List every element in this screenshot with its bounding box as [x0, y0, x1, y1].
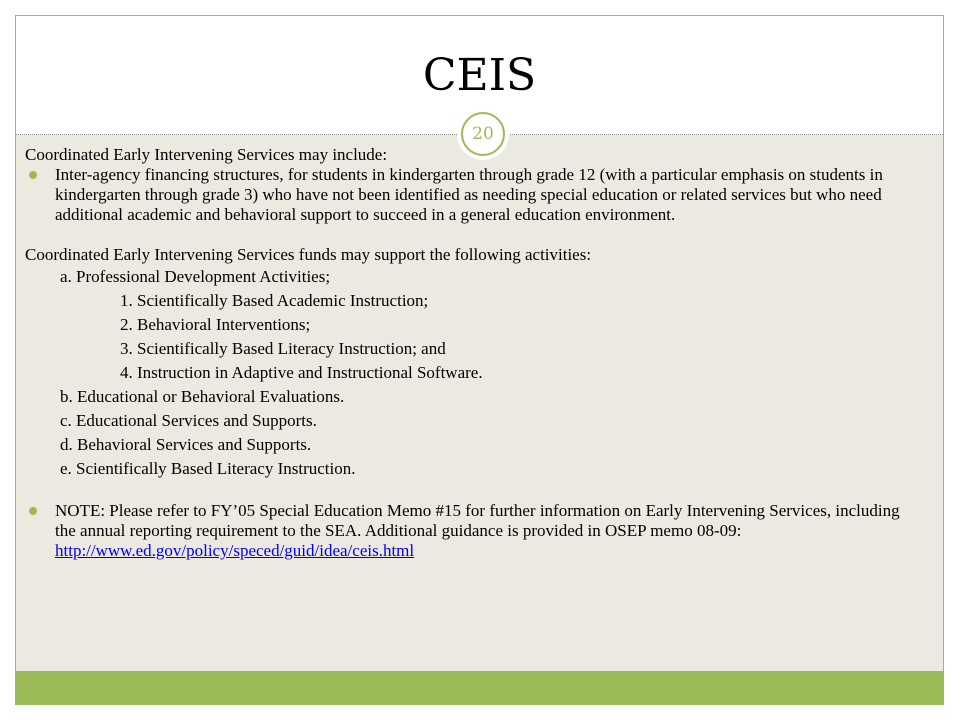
list-item: c. Educational Services and Supports. [60, 411, 317, 430]
bullet-text: Inter-agency financing structures, for students in kindergarten through grade 12 (with a particular emphasis on students in kindergarten through grade 3) who have not been identified as needing special education or related services but who need additional academic and behavioral support to succeed in a general education environment. [55, 165, 883, 224]
ceis-link[interactable]: http://www.ed.gov/policy/speced/guid/idea/ceis.html [55, 541, 415, 560]
bullet-icon [29, 171, 37, 179]
note-text: NOTE: Please refer to FY’05 Special Education Memo #15 for further information on Early Intervening Services, including the annual reporting requirement to the SEA. Additional guidance is provided in OSEP memo 08-09: [55, 501, 900, 540]
sub-list-item: 2. Behavioral Interventions; [120, 315, 311, 334]
list-item: a. Professional Development Activities; [60, 267, 331, 286]
slide-title: CEIS [422, 50, 537, 101]
sub-list-item: 3. Scientifically Based Literacy Instruction; and [120, 339, 446, 358]
list-item: b. Educational or Behavioral Evaluations. [60, 387, 345, 406]
list-item: e. Scientifically Based Literacy Instruction. [60, 459, 356, 478]
bullet-item [25, 165, 905, 225]
note-item [25, 501, 905, 561]
activity-list [25, 265, 905, 481]
sub-list-item: 4. Instruction in Adaptive and Instructional Software. [120, 363, 483, 382]
slide-body [25, 145, 905, 561]
intro-text: Coordinated Early Intervening Services may include: [25, 145, 388, 164]
sub-list-item: 1. Scientifically Based Academic Instruction; [120, 291, 429, 310]
list-item: d. Behavioral Services and Supports. [60, 435, 312, 454]
funds-intro-text: Coordinated Early Intervening Services funds may support the following activities: [25, 245, 592, 264]
page-number: 20 [461, 112, 505, 156]
footer-bar [16, 671, 943, 704]
bullet-icon [29, 507, 37, 515]
page-number-badge [457, 108, 509, 160]
